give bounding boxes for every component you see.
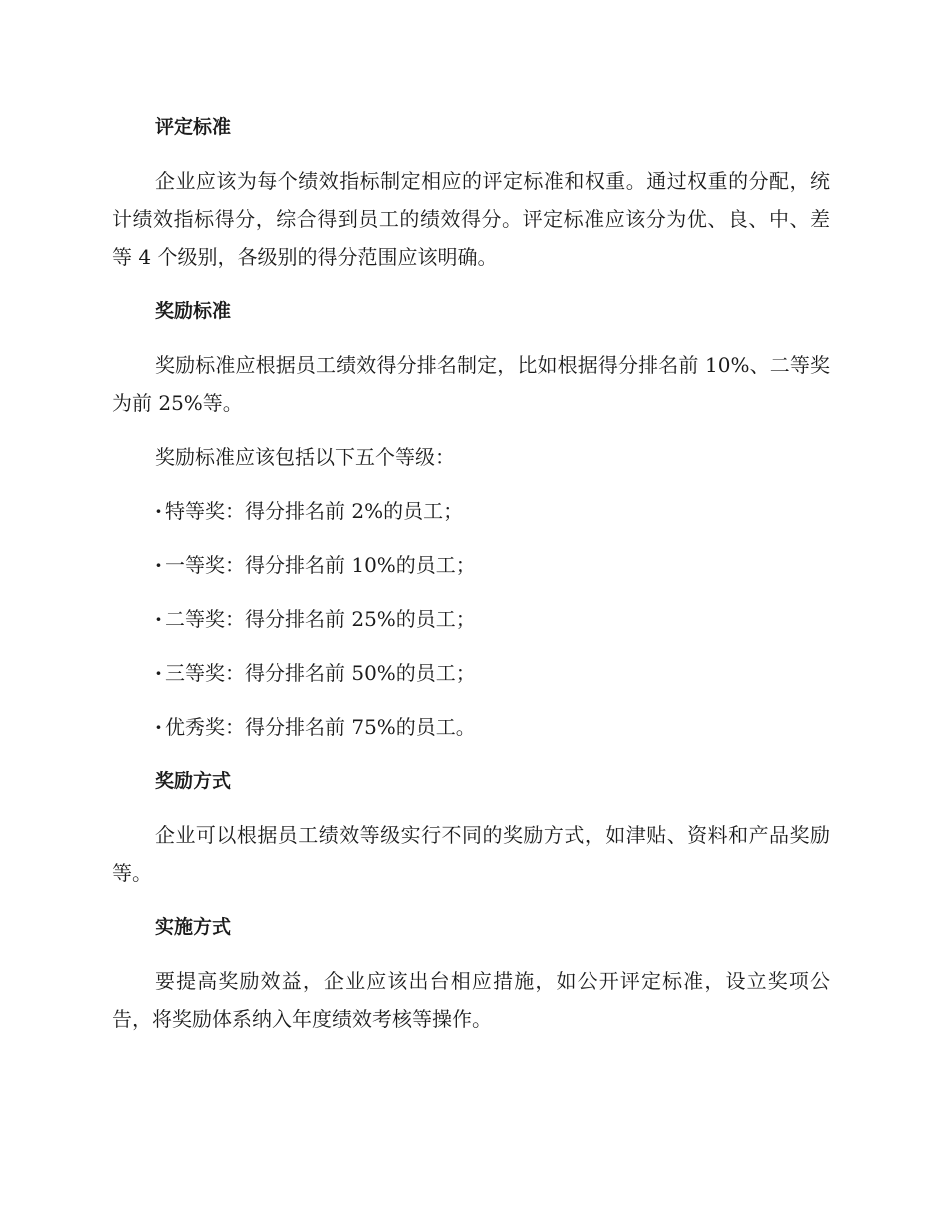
section-paragraph: 要提高奖励效益，企业应该出台相应措施，如公开评定标准，设立奖项公告，将奖励体系纳入年度绩效考核等操作。 <box>112 969 830 1031</box>
section-paragraph: 企业应该为每个绩效指标制定相应的评定标准和权重。通过权重的分配，统计绩效指标得分，综合得到员工的绩效得分。评定标准应该分为优、良、中、差等 4 个级别，各级别的得分范围应该明确。 <box>112 169 830 269</box>
section-paragraph: 企业可以根据员工绩效等级实行不同的奖励方式，如津贴、资料和产品奖励等。 <box>112 823 830 885</box>
list-item <box>112 492 830 530</box>
section-heading-reward-methods: 奖励方式 <box>155 770 232 792</box>
list-item <box>112 708 830 746</box>
list-item-text: 一等奖：得分排名前 10%的员工； <box>165 553 476 577</box>
document-page <box>112 108 830 1054</box>
section-heading-implementation: 实施方式 <box>155 916 232 938</box>
list-item-text: 优秀奖：得分排名前 75%的员工。 <box>165 715 476 739</box>
bullet-icon: · <box>155 607 162 631</box>
list-item <box>112 600 830 638</box>
bullet-icon: · <box>155 715 162 739</box>
section-paragraph: 奖励标准应该包括以下五个等级： <box>155 445 455 469</box>
list-item-text: 特等奖：得分排名前 2%的员工； <box>165 499 464 523</box>
section-paragraph: 奖励标准应根据员工绩效得分排名制定，比如根据得分排名前 10%、二等奖为前 25%等。 <box>112 353 830 415</box>
list-item <box>112 654 830 692</box>
section-heading-evaluation-criteria: 评定标准 <box>155 116 232 138</box>
list-item-text: 三等奖：得分排名前 50%的员工； <box>165 661 476 685</box>
reward-levels-list <box>112 492 830 746</box>
bullet-icon: · <box>155 499 162 523</box>
section-heading-reward-criteria: 奖励标准 <box>155 300 232 322</box>
list-item <box>112 546 830 584</box>
bullet-icon: · <box>155 661 162 685</box>
bullet-icon: · <box>155 553 162 577</box>
list-item-text: 二等奖：得分排名前 25%的员工； <box>165 607 476 631</box>
